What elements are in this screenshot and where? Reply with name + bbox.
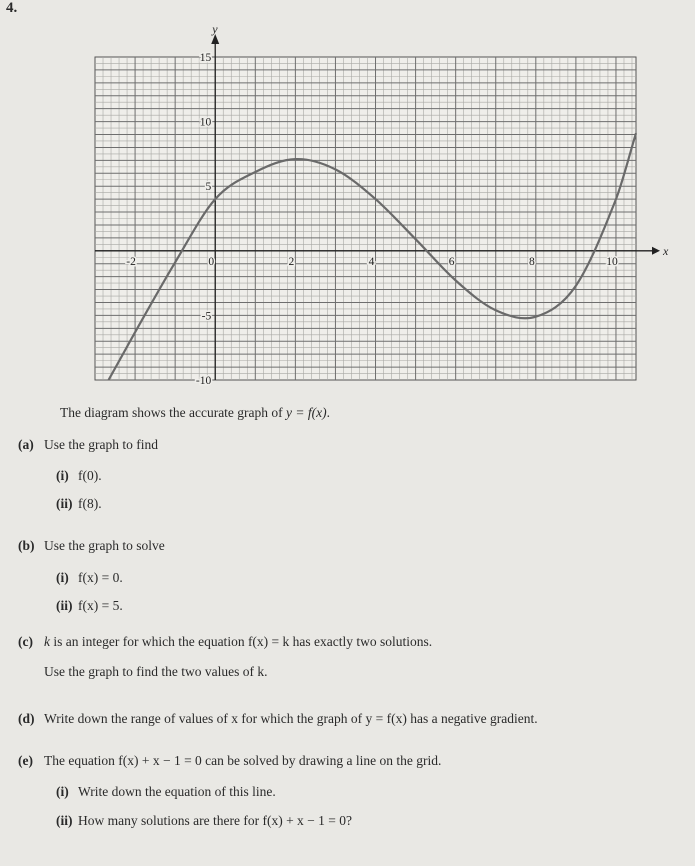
part-a-ii-label: (ii) bbox=[56, 496, 73, 511]
x-axis-arrow-icon bbox=[652, 247, 660, 255]
part-e-i bbox=[56, 784, 276, 800]
part-e bbox=[18, 753, 441, 769]
part-b-i-label: (i) bbox=[56, 570, 69, 585]
part-c-k: k bbox=[44, 634, 50, 649]
cubic-graph bbox=[0, 0, 695, 400]
part-c-text2: Use the graph to find the two values of k. bbox=[44, 664, 268, 679]
part-a-i-text: f(0). bbox=[78, 468, 102, 483]
part-d-label: (d) bbox=[18, 711, 35, 726]
part-e-label: (e) bbox=[18, 753, 33, 768]
intro-text bbox=[60, 405, 330, 421]
part-c-label: (c) bbox=[18, 634, 33, 649]
y-tick-label: 5 bbox=[205, 181, 212, 194]
intro-pre: The diagram shows the accurate graph of bbox=[60, 405, 287, 420]
part-c bbox=[18, 634, 432, 650]
part-b-i bbox=[56, 570, 123, 586]
y-tick-label: -5 bbox=[201, 310, 212, 323]
part-a-label: (a) bbox=[18, 437, 34, 452]
y-tick-label: 15 bbox=[199, 52, 212, 64]
x-tick-label: 4 bbox=[368, 255, 375, 268]
intro-equation: y = f(x) bbox=[286, 405, 327, 420]
part-e-i-label: (i) bbox=[56, 784, 69, 799]
part-a bbox=[18, 437, 158, 453]
part-a-i bbox=[56, 468, 102, 484]
y-tick-label: -10 bbox=[195, 375, 212, 387]
part-b-i-text: f(x) = 0. bbox=[78, 570, 123, 585]
part-b-ii-label: (ii) bbox=[56, 598, 73, 613]
question-number: 4. bbox=[6, 0, 18, 16]
part-a-i-label: (i) bbox=[56, 468, 69, 483]
x-axis-label: x bbox=[663, 243, 669, 258]
part-b bbox=[18, 538, 165, 554]
x-tick-label: -2 bbox=[126, 255, 136, 268]
part-e-ii-text: How many solutions are there for f(x) + x − 1 = 0? bbox=[78, 813, 353, 828]
part-a-ii bbox=[56, 496, 102, 512]
part-b-label: (b) bbox=[18, 538, 35, 553]
part-b-ii-text: f(x) = 5. bbox=[78, 598, 123, 613]
y-tick-label: 10 bbox=[199, 116, 212, 129]
x-tick-label: 8 bbox=[528, 255, 535, 268]
part-a-text: Use the graph to find bbox=[44, 437, 158, 452]
part-e-i-text: Write down the equation of this line. bbox=[78, 784, 276, 799]
x-tick-label: 6 bbox=[448, 255, 455, 268]
part-e-ii bbox=[56, 813, 352, 829]
x-tick-label: 0 bbox=[208, 255, 215, 268]
part-a-ii-text: f(8). bbox=[78, 496, 102, 511]
x-tick-label: 10 bbox=[606, 255, 618, 268]
part-e-ii-label: (ii) bbox=[56, 813, 73, 828]
x-tick-label: 2 bbox=[288, 255, 295, 268]
part-d bbox=[18, 711, 538, 727]
part-d-text: Write down the range of values of x for which the graph of y = f(x) has a negative gradient. bbox=[44, 711, 538, 726]
part-c-text: is an integer for which the equation f(x) = k has exactly two solutions. bbox=[50, 634, 433, 649]
part-b-ii bbox=[56, 598, 123, 614]
y-axis-label: y bbox=[212, 22, 218, 36]
grid-minor bbox=[95, 57, 636, 380]
part-e-text: The equation f(x) + x − 1 = 0 can be solved by drawing a line on the grid. bbox=[44, 753, 442, 768]
intro-post: . bbox=[326, 405, 331, 420]
part-b-text: Use the graph to solve bbox=[44, 538, 165, 553]
